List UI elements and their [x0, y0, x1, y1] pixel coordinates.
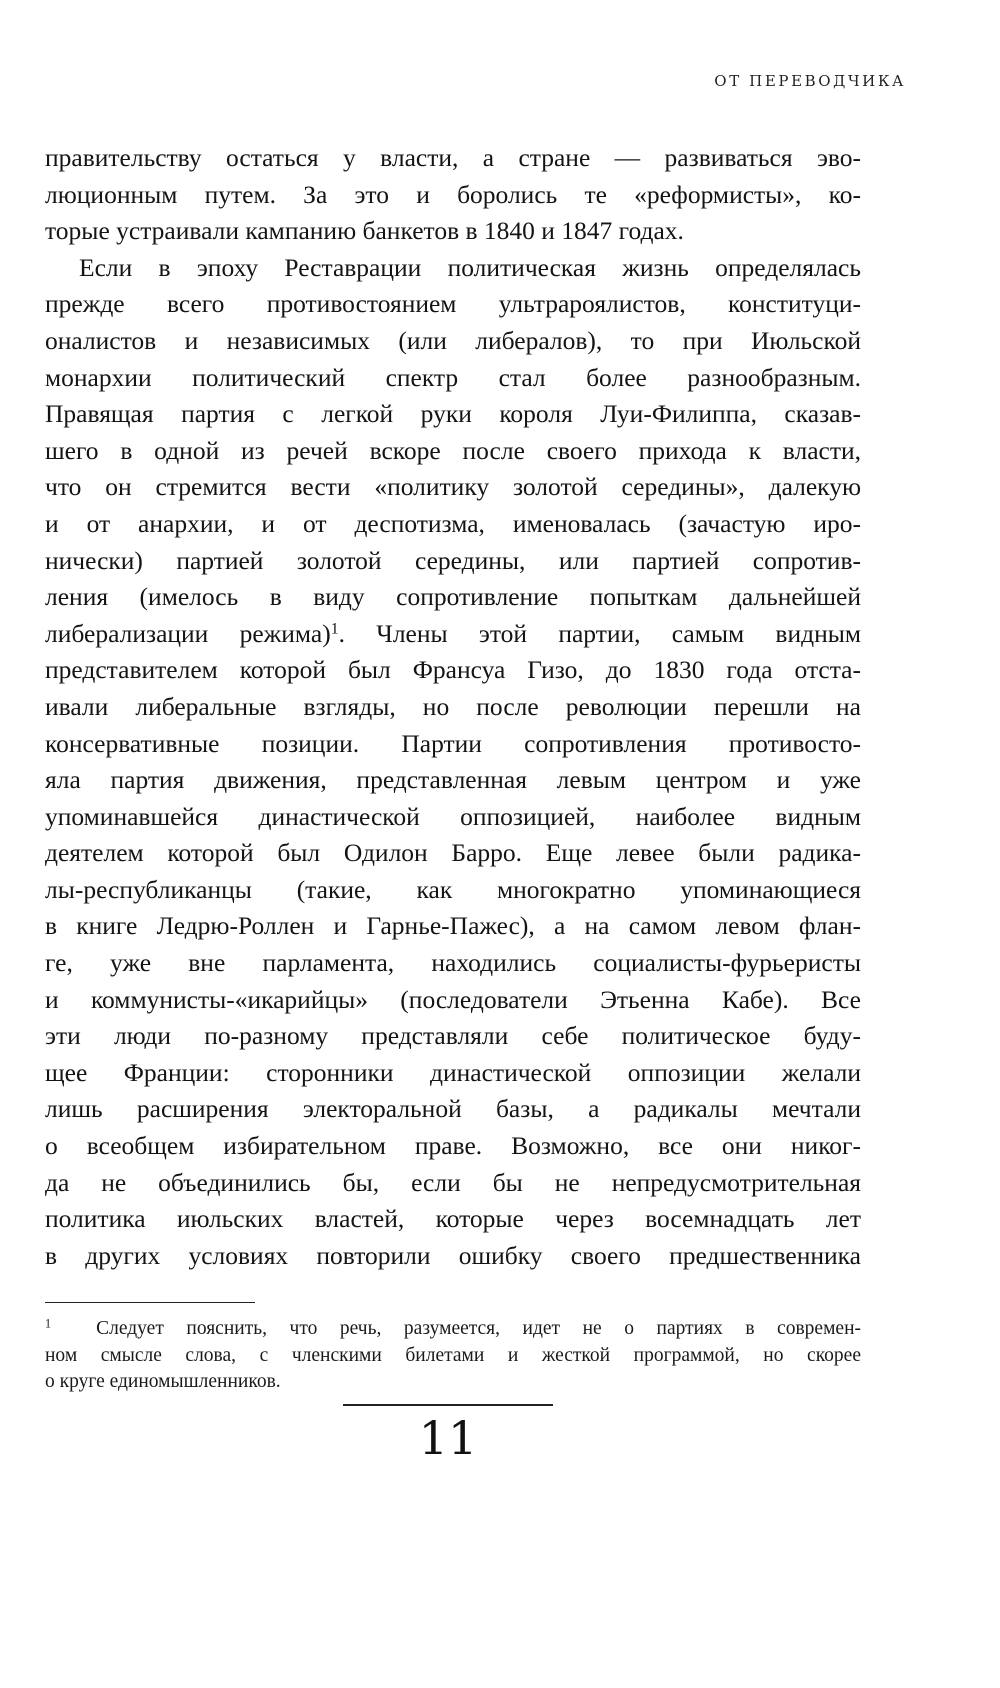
text-line: и от анархии, и от деспотизма, именовалась (зачастую иро- [45, 508, 861, 538]
footnote-line: о круге единомышленников. [45, 1371, 281, 1392]
text-line: яла партия движения, представленная левым центром и уже [45, 765, 861, 795]
text-line: в книге Ледрю-Роллен и Гарнье-Пажес), а на самом левом флан- [45, 911, 861, 941]
text-line: и коммунисты-«икарийцы» (последователи Этьенна Кабе). Все [45, 984, 861, 1014]
text-line-with-footnote-ref [45, 616, 861, 653]
text-line: люционным путем. За это и боролись те «реформисты», ко- [45, 179, 861, 209]
text-line: нически) партией золотой середины, или партией сопротив- [45, 545, 861, 575]
text-fragment: либерализации режима) [45, 618, 331, 648]
footnote-reference[interactable]: 1 [330, 620, 339, 638]
text-line: в других условиях повторили ошибку своего предшественника [45, 1240, 861, 1270]
text-line: прежде всего противостоянием ультрароялистов, конституци- [45, 289, 861, 319]
text-line: монархии политический спектр стал более разнообразным. [45, 362, 861, 392]
text-line: да не объединились бы, если бы не непредусмотрительная [45, 1167, 861, 1197]
text-line: о всеобщем избирательном праве. Возможно, все они никог- [45, 1131, 861, 1161]
text-line: шего в одной из речей вскоре после своего прихода к власти, [45, 435, 861, 465]
footnote-line [45, 1316, 861, 1343]
text-line: щее Франции: сторонники династической оппозиции желали [45, 1057, 861, 1087]
text-line: Если в эпоху Реставрации политическая жизнь определялась [79, 252, 861, 282]
text-line: Правящая партия с легкой руки короля Луи-Филиппа, сказав- [45, 399, 861, 429]
footnote-marker: 1 [45, 1316, 52, 1331]
text-fragment: . Члены этой партии, самым видным [338, 618, 861, 648]
text-line: что он стремится вести «политику золотой середины», далекую [45, 472, 861, 502]
running-header: ОТ ПЕРЕВОДЧИКА [714, 72, 906, 90]
text-line: лишь расширения электоральной базы, а радикалы мечтали [45, 1094, 861, 1124]
footnote-text: Следует пояснить, что речь, разумеется, идет не о партиях в современ- [96, 1318, 862, 1339]
footnote-divider [45, 1302, 255, 1303]
text-line: торые устраивали кампанию банкетов в 1840 и 1847 годах. [45, 216, 684, 246]
text-line: ления (имелось в виду сопротивление попыткам дальнейшей [45, 582, 861, 612]
text-line: эти люди по-разному представляли себе политическое буду- [45, 1021, 861, 1051]
text-line: консервативные позиции. Партии сопротивления противосто- [45, 728, 861, 758]
text-line: правительству остаться у власти, а стране — развиваться эво- [45, 143, 861, 172]
text-line: лы-республиканцы (такие, как многократно упоминающиеся [45, 874, 861, 904]
text-line: представителем которой был Франсуа Гизо, до 1830 года отста- [45, 655, 861, 685]
footnote-line: ном смысле слова, с членскими билетами и жесткой программой, но скорее [45, 1344, 861, 1366]
text-line: ге, уже вне парламента, находились социалисты-фурьеристы [45, 948, 861, 978]
text-line: политика июльских властей, которые через восемнадцать лет [45, 1204, 861, 1234]
text-line: ивали либеральные взгляды, но после революции перешли на [45, 691, 861, 721]
page-number: 11 [418, 1411, 478, 1465]
body-text [45, 140, 861, 1274]
footnote [45, 1316, 861, 1396]
page-number-rule [343, 1404, 553, 1406]
text-line: упоминавшейся династической оппозицией, наиболее видным [45, 801, 861, 831]
text-line: деятелем которой был Одилон Барро. Еще левее были радика- [45, 838, 861, 868]
text-line: оналистов и независимых (или либералов), то при Июльской [45, 325, 861, 355]
